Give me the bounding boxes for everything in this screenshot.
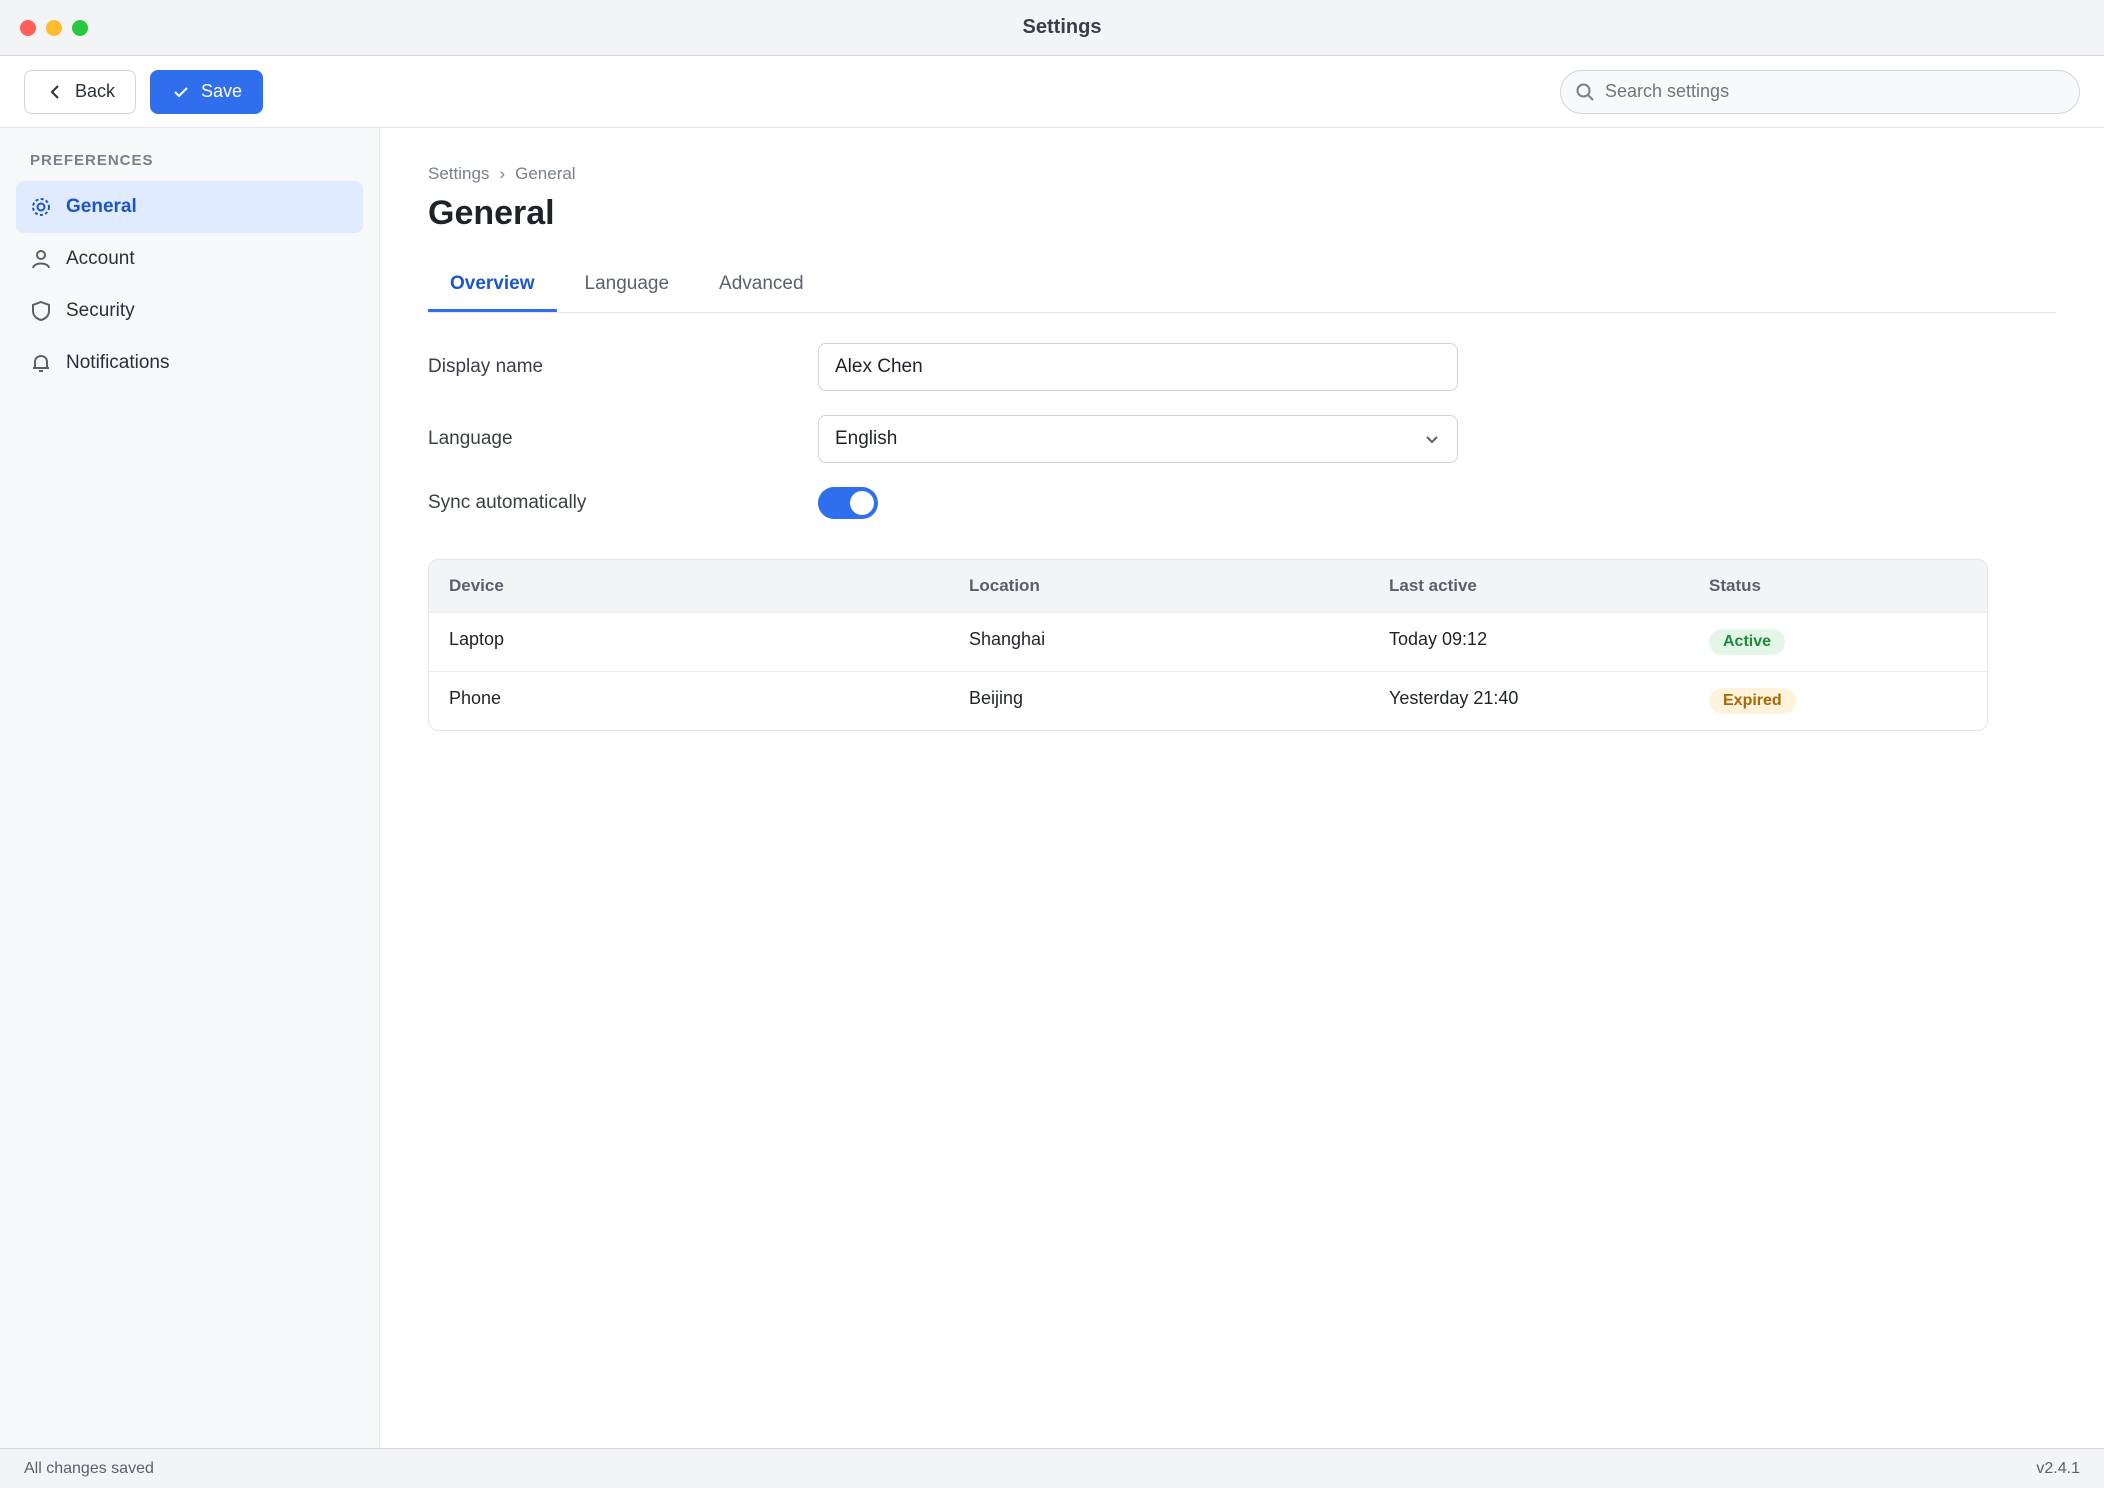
gear-icon — [30, 196, 52, 218]
table-cell: Phone — [449, 688, 502, 708]
sync-label: Sync automatically — [428, 492, 587, 513]
column-header[interactable]: Last active — [1389, 576, 1477, 595]
maximize-window-button[interactable] — [72, 20, 88, 36]
search-icon — [1575, 82, 1595, 102]
sidebar-item-label: Account — [66, 248, 135, 269]
sidebar-item-label: General — [66, 196, 137, 217]
tab-overview[interactable]: Overview — [428, 259, 557, 312]
tab-language[interactable]: Language — [584, 273, 670, 294]
sidebar-item-general[interactable] — [16, 181, 363, 233]
page-title: General — [428, 194, 555, 232]
sidebar-item-security[interactable] — [16, 285, 363, 337]
bell-icon — [30, 352, 52, 374]
settings-form — [428, 343, 2056, 519]
minimize-window-button[interactable] — [46, 20, 62, 36]
window-controls — [20, 20, 88, 36]
status-badge: Expired — [1709, 688, 1796, 714]
sync-toggle[interactable] — [818, 487, 878, 519]
search-input[interactable] — [1605, 81, 2065, 102]
language-select-value: English — [835, 428, 898, 449]
table-row[interactable] — [429, 612, 1987, 671]
column-header[interactable]: Status — [1709, 576, 1761, 595]
save-button[interactable] — [150, 70, 263, 114]
devices-table — [428, 559, 1988, 731]
table-cell: Today 09:12 — [1389, 629, 1488, 649]
table-cell — [1689, 672, 1988, 730]
language-select[interactable] — [818, 415, 1458, 463]
tab-bar — [428, 259, 2056, 313]
column-header[interactable]: Location — [969, 576, 1040, 595]
display-name-field[interactable] — [818, 343, 1458, 391]
sidebar-item-label: Notifications — [66, 352, 170, 373]
content-area — [0, 128, 2104, 1448]
sidebar-item-notifications[interactable] — [16, 337, 363, 389]
status-text: All changes saved — [24, 1459, 154, 1477]
sidebar-item-account[interactable] — [16, 233, 363, 285]
back-button[interactable] — [24, 70, 136, 114]
save-button-label: Save — [201, 81, 243, 101]
table-cell: Beijing — [969, 688, 1024, 708]
language-label: Language — [428, 428, 513, 449]
toolbar — [0, 56, 2104, 128]
user-icon — [30, 248, 52, 270]
main-panel — [380, 128, 2104, 1448]
table-cell: Shanghai — [969, 629, 1046, 649]
chevron-down-icon — [1423, 430, 1441, 448]
breadcrumb-current: General — [515, 164, 576, 183]
title-bar — [0, 0, 2104, 56]
sidebar — [0, 128, 380, 1448]
status-bar — [0, 1448, 2104, 1488]
search-box — [1560, 70, 2080, 114]
tab-advanced[interactable]: Advanced — [719, 273, 804, 294]
table-cell: Yesterday 21:40 — [1389, 688, 1519, 708]
column-header[interactable]: Device — [449, 576, 504, 595]
version-label: v2.4.1 — [2036, 1459, 2080, 1477]
table-cell — [1689, 613, 1988, 671]
breadcrumb-link[interactable]: Settings — [428, 164, 490, 183]
shield-icon — [30, 300, 52, 322]
close-window-button[interactable] — [20, 20, 36, 36]
sidebar-heading: PREFERENCES — [30, 152, 154, 169]
chevron-left-icon — [45, 82, 65, 102]
status-badge: Active — [1709, 629, 1785, 655]
table-header — [429, 560, 1987, 612]
check-icon — [171, 82, 191, 102]
back-button-label: Back — [75, 81, 116, 101]
sidebar-item-label: Security — [66, 300, 135, 321]
window-title: Settings — [1022, 16, 1102, 38]
table-cell: Laptop — [449, 629, 505, 649]
breadcrumb-separator: › — [499, 164, 506, 183]
table-row[interactable] — [429, 671, 1987, 730]
breadcrumb — [428, 164, 2056, 184]
display-name-label: Display name — [428, 356, 544, 377]
